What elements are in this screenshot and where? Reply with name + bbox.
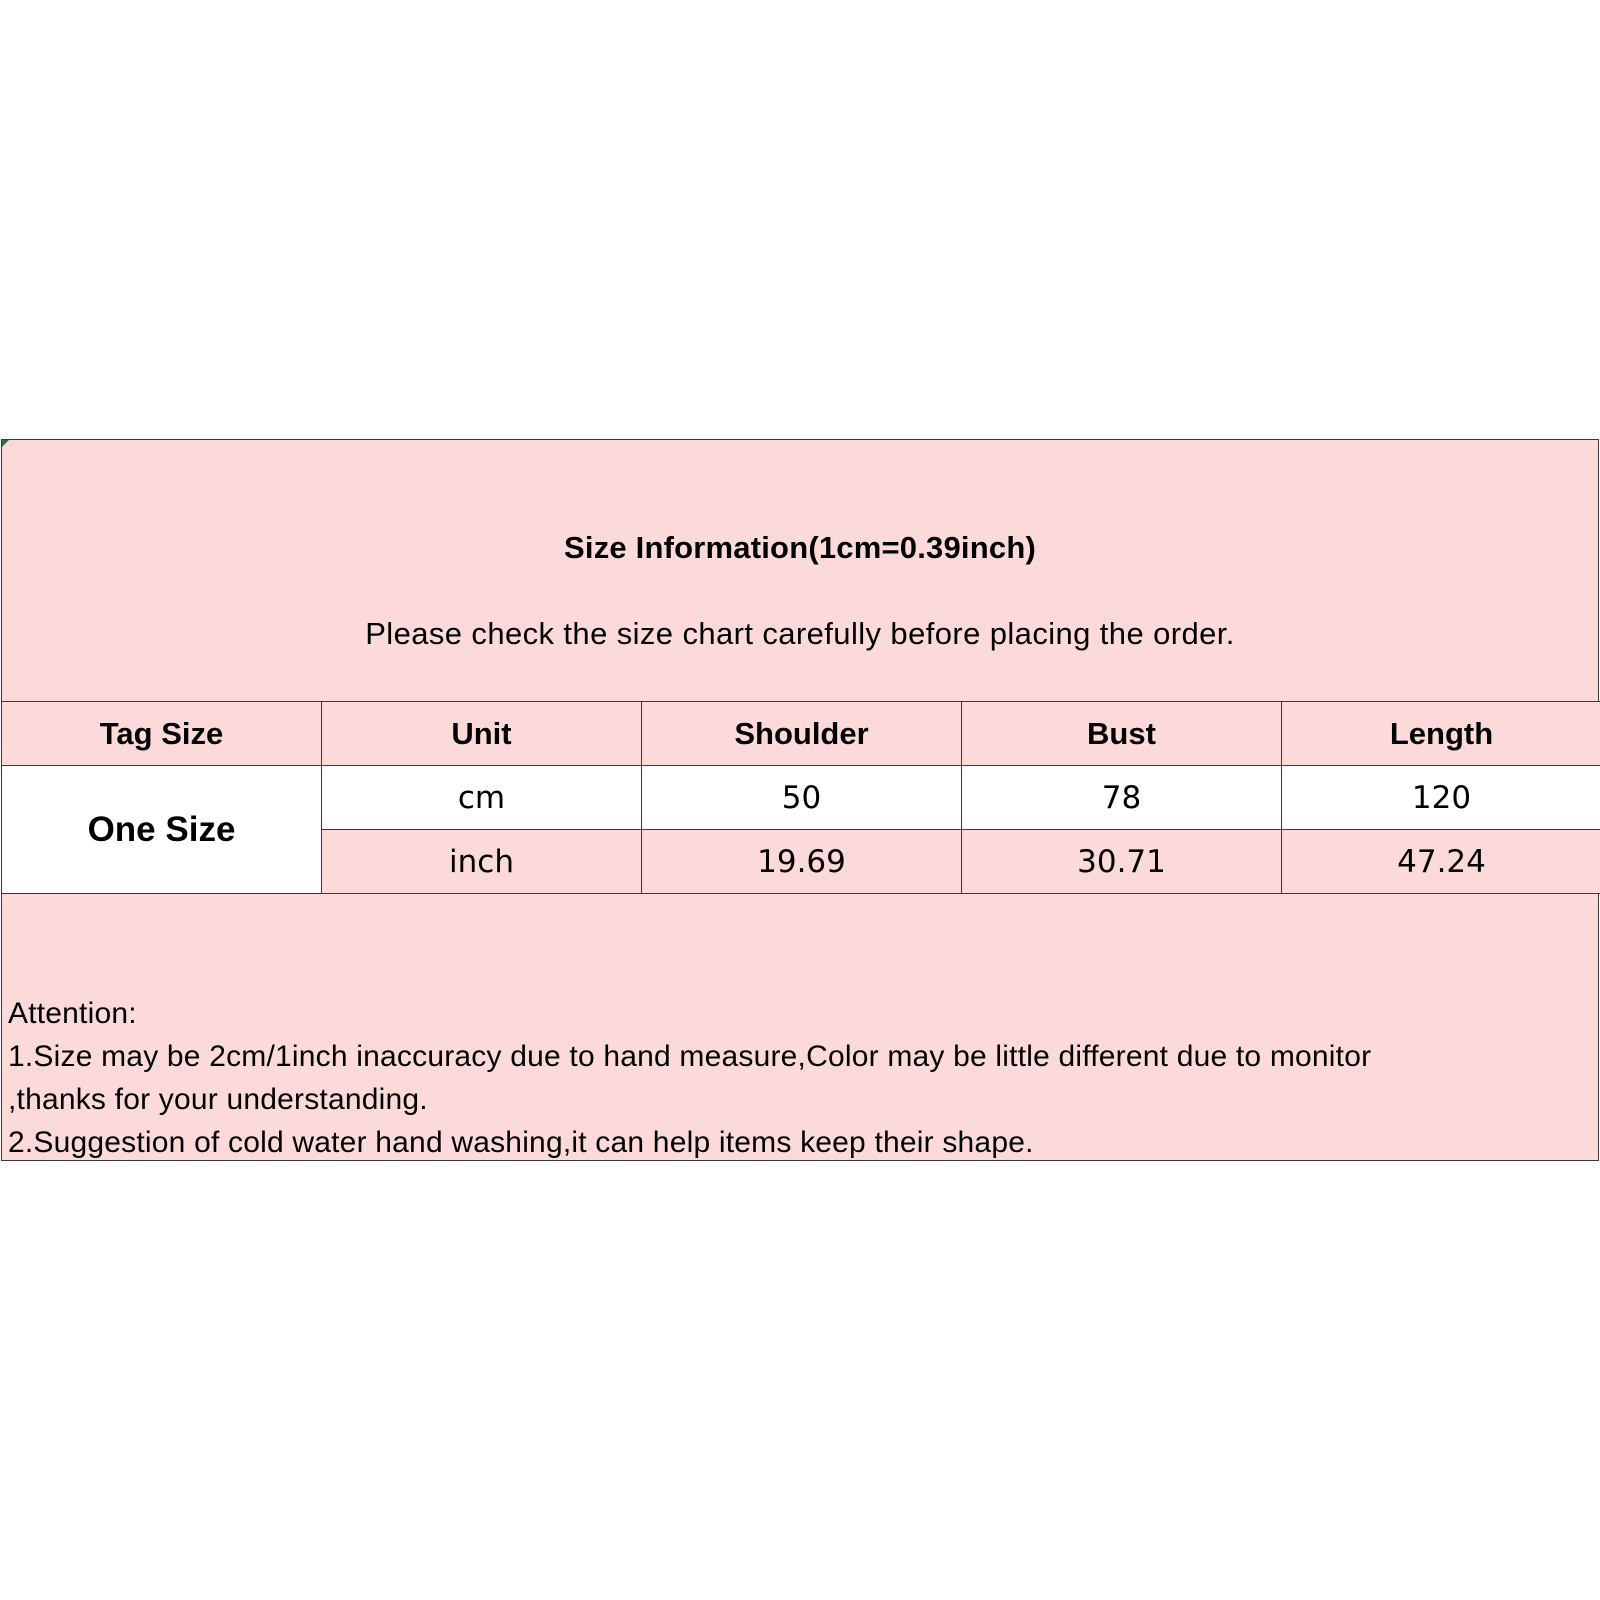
size-chart-sheet <box>1 439 1599 1161</box>
attention-notes <box>8 992 1371 1164</box>
length-cell: 120 <box>1282 766 1600 830</box>
header-length: Length <box>1282 702 1600 766</box>
shoulder-cell: 50 <box>642 766 962 830</box>
corner-marker <box>2 440 9 447</box>
unit-cell: cm <box>322 766 642 830</box>
note-line-3: 2.Suggestion of cold water hand washing,it can help items keep their shape. <box>8 1126 1034 1159</box>
bust-cell: 78 <box>962 766 1282 830</box>
attention-heading: Attention: <box>8 997 137 1030</box>
size-info-subtitle: Please check the size chart carefully before placing the order. <box>365 616 1235 651</box>
header-bust: Bust <box>962 702 1282 766</box>
unit-cell: inch <box>322 830 642 894</box>
size-table <box>1 701 1600 894</box>
table-row <box>2 766 1600 830</box>
bust-cell: 30.71 <box>962 830 1282 894</box>
table-header-row <box>2 702 1600 766</box>
length-cell: 47.24 <box>1282 830 1600 894</box>
shoulder-cell: 19.69 <box>642 830 962 894</box>
note-line-2: ,thanks for your understanding. <box>8 1083 428 1116</box>
header-tag-size: Tag Size <box>2 702 322 766</box>
header-unit: Unit <box>322 702 642 766</box>
tag-size-cell: One Size <box>2 766 322 894</box>
note-line-1: 1.Size may be 2cm/1inch inaccuracy due to hand measure,Color may be little different due to monitor <box>8 1040 1372 1073</box>
header-shoulder: Shoulder <box>642 702 962 766</box>
size-info-title: Size Information(1cm=0.39inch) <box>564 530 1036 565</box>
